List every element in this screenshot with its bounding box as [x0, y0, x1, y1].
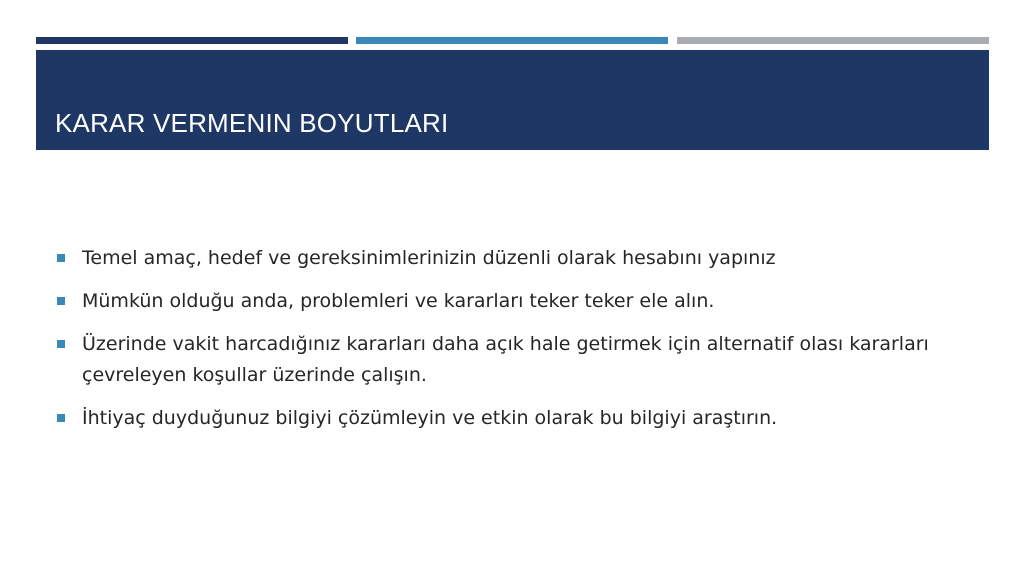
- bullet-list: [56, 243, 936, 446]
- title-band: [36, 50, 989, 150]
- bullet-text: Mümkün olduğu anda, problemleri ve kararları teker teker ele alın.: [82, 290, 715, 312]
- slide-title: KARAR VERMENIN BOYUTLARI: [55, 108, 449, 138]
- bullet-item: [56, 329, 936, 391]
- bullet-text: Temel amaç, hedef ve gereksinimlerinizin düzenli olarak hesabını yapınız: [82, 247, 776, 269]
- bullet-item: [56, 243, 936, 274]
- square-bullet-icon: [57, 414, 65, 422]
- bullet-text: Üzerinde vakit harcadığınız kararları daha açık hale getirmek için alternatif olası kararları çevreleyen koşullar üzerinde çalışın.: [82, 333, 929, 386]
- bullet-text: İhtiyaç duyduğunuz bilgiyi çözümleyin ve etkin olarak bu bilgiyi araştırın.: [82, 407, 778, 429]
- square-bullet-icon: [57, 254, 65, 262]
- top-bar-dark-blue: [36, 37, 348, 44]
- top-bar-light-blue: [356, 37, 668, 44]
- bullet-item: [56, 286, 936, 317]
- top-bar-gray: [677, 37, 989, 44]
- bullet-item: [56, 403, 936, 434]
- square-bullet-icon: [57, 340, 65, 348]
- square-bullet-icon: [57, 297, 65, 305]
- decorative-top-bars: [36, 37, 989, 44]
